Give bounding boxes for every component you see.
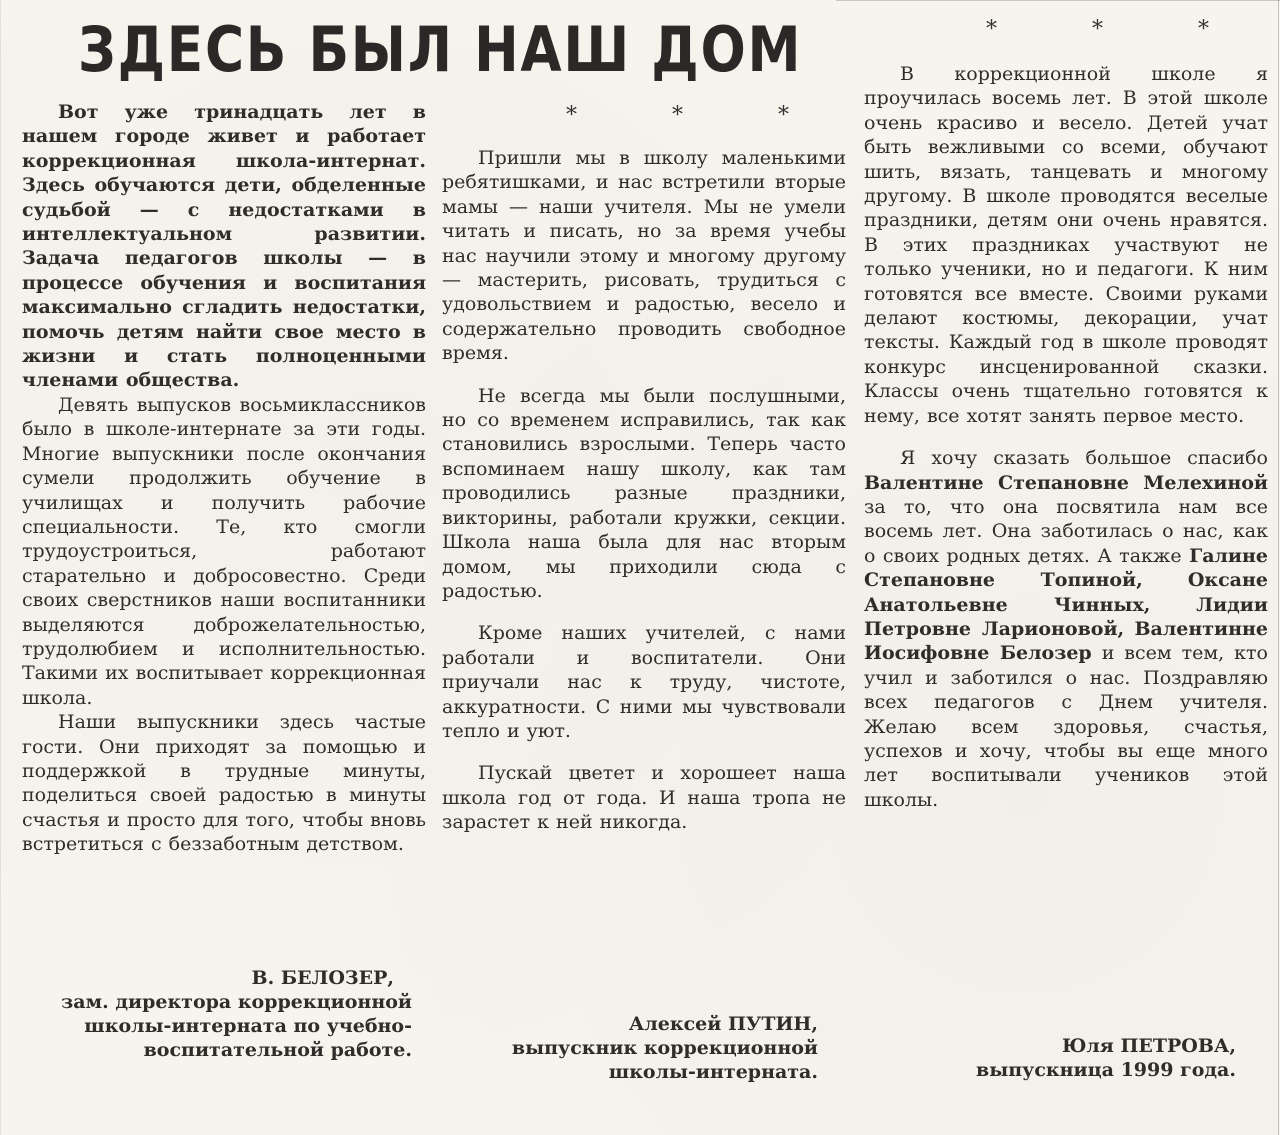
text-span: Я хочу сказать большое спасибо [900, 447, 1268, 470]
column-3 [864, 62, 1268, 812]
teacher-name: Валентинне Иосифовне Белозер [864, 617, 1268, 665]
author-name: Алексей ПУТИН, [628, 1013, 818, 1035]
column-2 [442, 146, 846, 835]
left-edge [0, 0, 1, 1135]
paragraph: Не всегда мы были послушными, но со временем исправились, так как становились взрослыми. Теперь часто вспоминаем нашу школу, как там проводились разные праздники, викторины, работали кружки, секции. Школа наша была для нас вторым домом, мы приходили сюда с радостью. [442, 384, 846, 602]
teacher-name: Галине Степановне Топиной, [864, 544, 1268, 592]
paragraph: Кроме наших учителей, с нами работали и воспитатели. Они приучали нас к труду, чистоте, аккуратности. С ними мы чувствовали тепло и уют. [442, 622, 846, 742]
paragraph: В коррекционной школе я проучилась восемь лет. В этой школе очень красиво и весело. Детей учат быть вежливыми со всеми, обучают шить, вязать, танцевать и многому другому. В школе проводятся веселые праздники, детям они очень нравятся. В этих праздниках участвуют не только ученики, но и педагоги. К ним готовятся все вместе. Своими руками делают костюмы, декорации, учат тексты. Каждый год в школе проводят конкурс инсценированной сказки. Классы очень тщательно готовятся к нему, все хотят занять первое место. [864, 63, 1268, 427]
separator-right: * * * [986, 17, 1253, 42]
author-role: выпускница 1999 года. [976, 1059, 1236, 1081]
teacher-name: Лидии Петровне Ларионовой, [864, 593, 1268, 640]
separator-middle: * * * [566, 103, 833, 128]
paragraph: Наши выпускники здесь частые гости. Они приходят за помощью и поддержкой в трудные минуты, поделиться своей радостью в минуты счастья и просто для того, чтобы вновь встретиться с беззаботным детством. [22, 711, 426, 856]
right-edge [1278, 0, 1279, 1135]
paragraph: Пускай цветет и хорошеет наша школа год от года. И наша тропа не зарастет к ней никогда. [442, 762, 846, 834]
lead-paragraph: Вот уже тринадцать лет в нашем городе живет и работает коррекционная школа-интернат. Здесь обучаются дети, обделенные судьбой — с недостатками в интеллектуальном развитии. Задача педагогов школы — в процессе обучения и воспитания максимально сгладить недостатки, помочь детям найти свое место в жизни и стать полноценными членами общества. [22, 101, 426, 392]
author-role: зам. директора коррекционной школы-интерната по учебно-воспитательной работе. [61, 991, 412, 1061]
teacher-name: Оксане Анатольевне Чинных, [864, 569, 1268, 616]
top-rule [836, 0, 1280, 1]
thanks-paragraph [864, 446, 1268, 812]
author-role: выпускник коррекционной школы-интерната. [511, 1037, 818, 1083]
column-1 [22, 100, 426, 857]
paragraph: Пришли мы в школу маленькими ребятишками, и нас встретили вторые мамы — наши учителя. Мы не умели читать и писать, но за время учебы нас научили этому и многому другому — мастерить, рисовать, трудиться с удовольствием и радостью, весело и содержательно проводить свободное время. [442, 147, 846, 365]
text-span: и всем тем, кто учил и заботился о нас. Поздравляю всех педагогов с Днем учителя. Желаю всем здоровья, счастья, успехов и хочу, чтобы вы еще много лет воспитывали учеников этой школы. [864, 642, 1268, 811]
signature-3 [864, 1034, 1236, 1082]
author-name: Юля ПЕТРОВА, [1061, 1035, 1236, 1057]
teacher-name: Валентине Степановне Мелехиной [864, 471, 1268, 494]
signature-1 [22, 966, 412, 1062]
article-headline: ЗДЕСЬ БЫЛ НАШ ДОМ [78, 13, 803, 86]
text-span: за то, что она посвятила нам все восемь лет. Она заботилась о нас, как о своих родных детях. А также [864, 495, 1268, 567]
signature-2 [442, 1012, 818, 1084]
paragraph: Девять выпусков восьмиклассников было в школе-интернате за эти годы. Многие выпускники после окончания сумели продолжить обучение в училищах и получить рабочие специальности. Те, кто смогли трудоустроиться, работают старательно и добросовестно. Среди своих сверстников наши воспитанники выделяются доброжелательностью, трудолюбием и исполнительностью. Такими их воспитывает коррекционная школа. [22, 393, 426, 709]
author-name: В. БЕЛОЗЕР, [251, 967, 394, 989]
